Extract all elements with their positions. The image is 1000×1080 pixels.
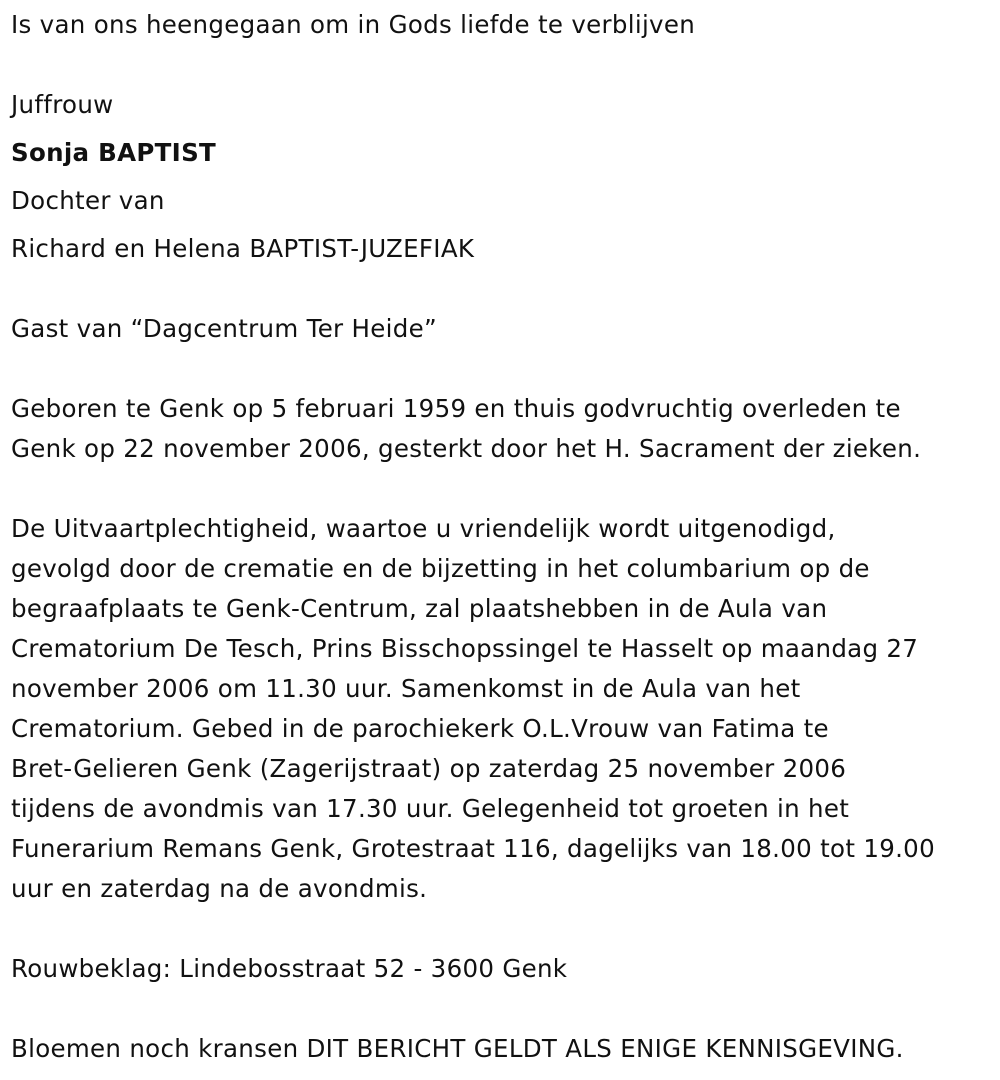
ceremony-line: uur en zaterdag na de avondmis. <box>11 874 428 903</box>
ceremony-line: tijdens de avondmis van 17.30 uur. Gelegenheid tot groeten in het <box>11 794 850 823</box>
ceremony-line: november 2006 om 11.30 uur. Samenkomst in de Aula van het <box>11 674 801 703</box>
title-prefix: Juffrouw <box>11 90 114 119</box>
closing-line: Bloemen noch kransen DIT BERICHT GELDT ALS ENIGE KENNISGEVING. <box>11 1034 904 1063</box>
ceremony-line: gevolgd door de crematie en de bijzetting in het columbarium op de <box>11 554 870 583</box>
ceremony-line: Bret-Gelieren Genk (Zagerijstraat) op zaterdag 25 november 2006 <box>11 754 847 783</box>
ceremony-line: Crematorium De Tesch, Prins Bisschopssingel te Hasselt op maandag 27 <box>11 634 919 663</box>
condolences-address: Rouwbeklag: Lindebosstraat 52 - 3600 Genk <box>11 954 568 983</box>
deceased-name: Sonja BAPTIST <box>11 138 217 167</box>
birth-death-line: Geboren te Genk op 5 februari 1959 en thuis godvruchtig overleden te <box>11 394 901 423</box>
ceremony-line: begraafplaats te Genk-Centrum, zal plaatshebben in de Aula van <box>11 594 828 623</box>
parents-names: Richard en Helena BAPTIST-JUZEFIAK <box>11 234 475 263</box>
birth-death-line: Genk op 22 november 2006, gesterkt door het H. Sacrament der zieken. <box>11 434 922 463</box>
intro-line: Is van ons heengegaan om in Gods liefde te verblijven <box>11 10 696 39</box>
ceremony-line: Funerarium Remans Genk, Grotestraat 116, dagelijks van 18.00 tot 19.00 <box>11 834 935 863</box>
ceremony-line: Crematorium. Gebed in de parochiekerk O.L.Vrouw van Fatima te <box>11 714 829 743</box>
guest-of-line: Gast van “Dagcentrum Ter Heide” <box>11 314 437 343</box>
ceremony-line: De Uitvaartplechtigheid, waartoe u vriendelijk wordt uitgenodigd, <box>11 514 836 543</box>
daughter-of-label: Dochter van <box>11 186 165 215</box>
